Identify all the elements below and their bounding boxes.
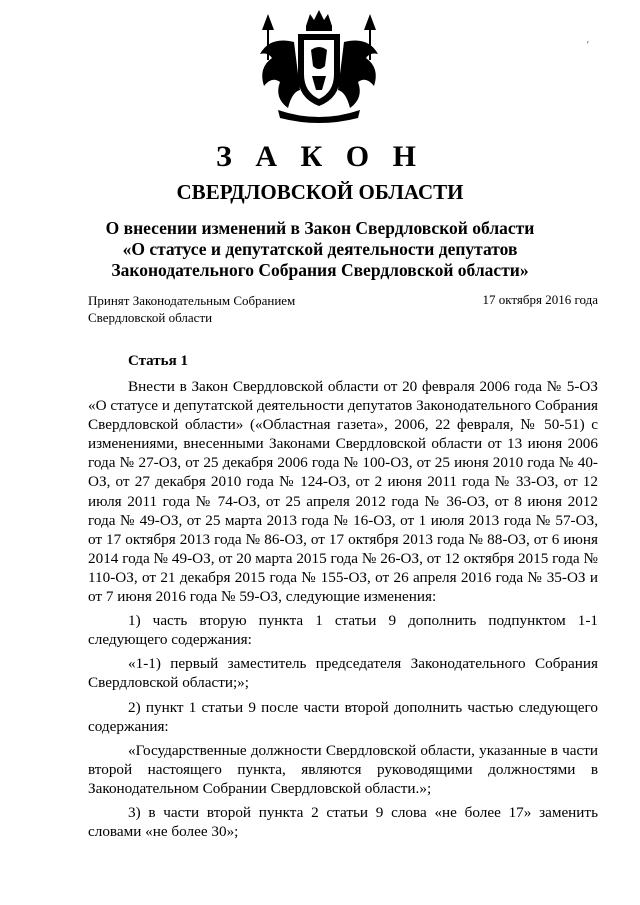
- article-paragraph: 3) в части второй пункта 2 статьи 9 слова «не более 17» заменить словами «не более 30»;: [88, 803, 598, 841]
- article-paragraph: 1) часть вторую пункта 1 статьи 9 дополнить подпунктом 1-1 следующего содержания:: [88, 612, 598, 649]
- region-title: СВЕРДЛОВСКОЙ ОБЛАСТИ: [176, 180, 464, 204]
- adoption-line-1: Принят Законодательным Собранием: [88, 293, 296, 308]
- article-paragraph: «Государственные должности Свердловской области, указанные в части второй настоящего пункта, являются руководящими должностями в Законодательном Собрании Свердловской области.»;: [88, 741, 598, 797]
- coat-of-arms-icon: [248, 6, 390, 126]
- law-subject: [40, 218, 600, 281]
- stray-mark: ˊ: [585, 39, 594, 52]
- adoption-note: [88, 292, 295, 326]
- law-title: З А К О Н: [216, 140, 424, 173]
- law-subject-line-1: О внесении изменений в Закон Свердловской области: [105, 218, 535, 238]
- article-paragraph: 2) пункт 1 статьи 9 после части второй дополнить частью следующего содержания:: [88, 698, 598, 735]
- article-body: [88, 377, 598, 841]
- adoption-date: 17 октября 2016 года: [482, 292, 598, 307]
- article-heading: Статья 1: [128, 353, 188, 369]
- adoption-line-2: Свердловской области: [88, 310, 213, 325]
- article-paragraph: Внести в Закон Свердловской области от 20 февраля 2006 года № 5-ОЗ «О статусе и депутатской деятельности депутатов Законодательного Собрания Свердловской области» («Областная газета», 2006, 22 февраля, № 50-51) с изменениями, внесенными Законами Свердловской области от 13 июня 2006 года № 27-ОЗ, от 25 декабря 2006 года № 100-ОЗ, от 25 июня 2010 года № 40-ОЗ, от 27 декабря 2010 года № 124-ОЗ, от 2 июня 2011 года № 33-ОЗ, от 12 июля 2011 года № 74-ОЗ, от 25 апреля 2012 года № 36-ОЗ, от 8 июня 2012 года № 49-ОЗ, от 25 марта 2013 года № 16-ОЗ, от 1 июля 2013 года № 57-ОЗ, от 17 октября 2013 года № 86-ОЗ, от 17 октября 2013 года № 88-ОЗ, от 6 июня 2014 года № 49-ОЗ, от 20 марта 2015 года № 26-ОЗ, от 12 октября 2015 года № 110-ОЗ, от 21 декабря 2015 года № 155-ОЗ, от 26 апреля 2016 года № 35-ОЗ и от 7 июня 2016 года № 59-ОЗ, следующие изменения:: [88, 378, 598, 606]
- article-paragraph: «1-1) первый заместитель председателя Законодательного Собрания Свердловской области;»;: [88, 655, 598, 692]
- law-subject-line-3: Законодательного Собрания Свердловской области»: [111, 260, 529, 280]
- law-subject-line-2: «О статусе и депутатской деятельности депутатов: [122, 239, 518, 259]
